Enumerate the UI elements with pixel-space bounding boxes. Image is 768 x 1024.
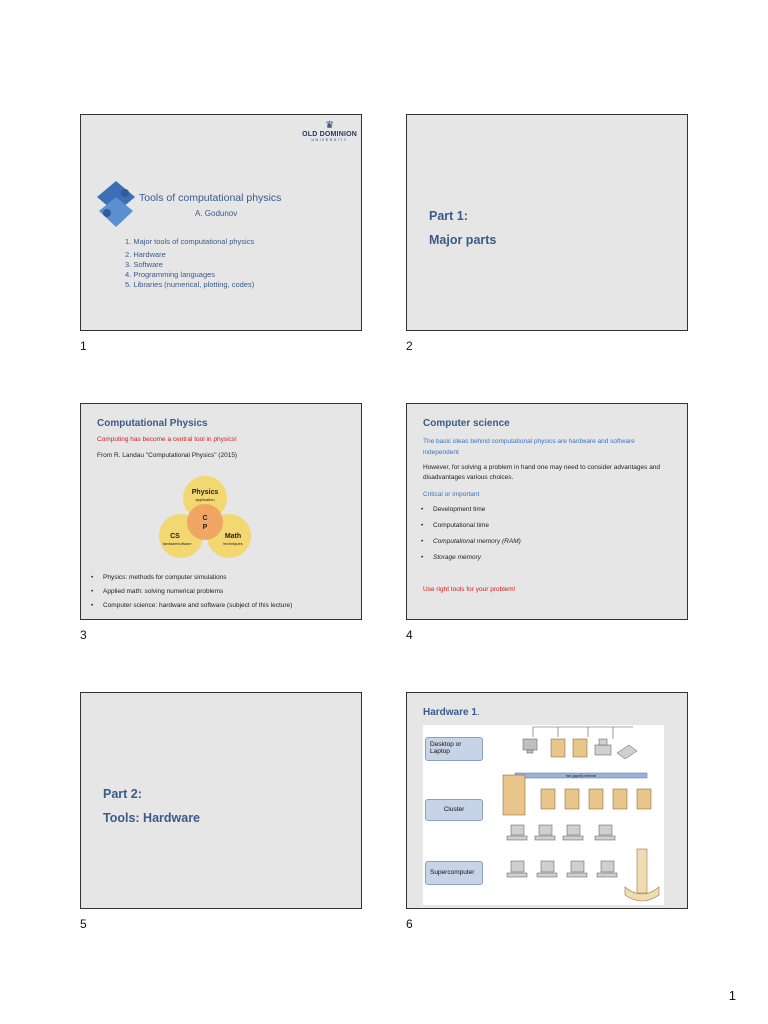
part-heading: Part 1: [429,209,468,223]
list-item: • Physics: methods for computer simulations [89,574,292,581]
slide-title: Computational Physics [97,418,208,429]
page-number: 1 [728,988,736,1003]
supercomputer-icon [625,849,659,901]
printer-icon [595,739,611,755]
slide-title-suffix: . [476,707,480,718]
list-item: 5. Libraries (numerical, plotting, codes) [125,280,255,289]
slide-6[interactable] [406,692,688,909]
slide-number: 2 [406,339,413,353]
list-item: • Applied math: solving numerical problems [89,588,292,595]
cluster-box: Cluster [425,799,483,821]
list-item: 1. Major tools of computational physics [125,237,255,246]
cluster-node-icons [541,789,651,809]
highlight-line: Use right tools for your problem! [423,586,516,593]
list-item: 3. Software [125,260,163,269]
venn-math-sub: techniques [223,541,243,546]
hardware-diagram [423,725,664,905]
terminal-icons [507,861,617,877]
tower-icon [551,739,587,757]
venn-physics-sub: application [195,497,215,502]
ethernet-label: fast (gigabit) ethernet [565,774,597,778]
venn-physics: Physics [191,489,219,496]
server-rack-icon [503,775,525,815]
puzzle-icon [97,181,135,229]
list-item: • Computational memory (RAM) [419,538,521,545]
list-item: 2. Hardware [125,250,166,259]
venn-cs-sub: hardware/software [162,542,192,546]
slide-number: 1 [80,339,87,353]
slide-4[interactable] [406,403,688,620]
venn-center-c: C [202,515,208,522]
slide-1[interactable] [80,114,362,331]
source-line: From R. Landau "Computational Physics" (2015) [97,452,238,459]
slide-title: Computer science [423,418,510,429]
bullet-list [419,506,521,568]
bullet-list [89,574,292,616]
desktop-computer-icon [523,739,537,753]
hardware-illustration [423,725,664,905]
list-item: • Computational time [419,522,521,529]
list-item: 4. Programming languages [125,270,216,279]
supercomputer-box: Supercomputer [425,861,483,885]
slide-number: 5 [80,917,87,931]
slide-number: 3 [80,628,87,642]
slide-title-text: Hardware 1 [423,707,477,718]
venn-math: Math [224,533,242,540]
slide-2[interactable] [406,114,688,331]
slide-3[interactable] [80,403,362,620]
desktop-laptop-box: Desktop or Laptop [425,737,483,761]
topic-list [125,237,254,290]
author: A. Godunov [195,209,238,218]
slide-title: Tools of computational physics [139,192,282,204]
crown-icon: ♛ [325,120,335,131]
list-item: • Computer science: hardware and software (subject of this lecture) [89,602,292,609]
part-heading: Part 2: [103,787,142,801]
list-item: • Storage memory [419,554,521,561]
paragraph: However, for solving a problem in hand one may need to consider advantages and disadvantages various choices. [423,464,661,481]
list-item: • Development time [419,506,521,513]
slide-5[interactable] [80,692,362,909]
logo-sub: UNIVERSITY [311,138,348,142]
slide-number: 6 [406,917,413,931]
logo-name: OLD DOMINION [302,131,357,138]
laptop-icon [617,745,637,759]
venn-center-p: P [202,524,208,531]
slide-title [423,707,480,718]
intro-line: The basic ideas behind computational physics are hardware and software independent [423,438,635,456]
venn-diagram [155,474,255,566]
slide-number: 4 [406,628,413,642]
highlight-line: Computing has become a central tool in physics! [97,436,237,443]
workstation-icons [507,825,615,840]
university-logo [302,121,357,142]
critical-label: Critical or important [423,491,480,498]
part-subheading: Tools: Hardware [103,811,201,825]
venn-cs: CS [170,533,180,540]
part-subheading: Major parts [429,233,497,247]
